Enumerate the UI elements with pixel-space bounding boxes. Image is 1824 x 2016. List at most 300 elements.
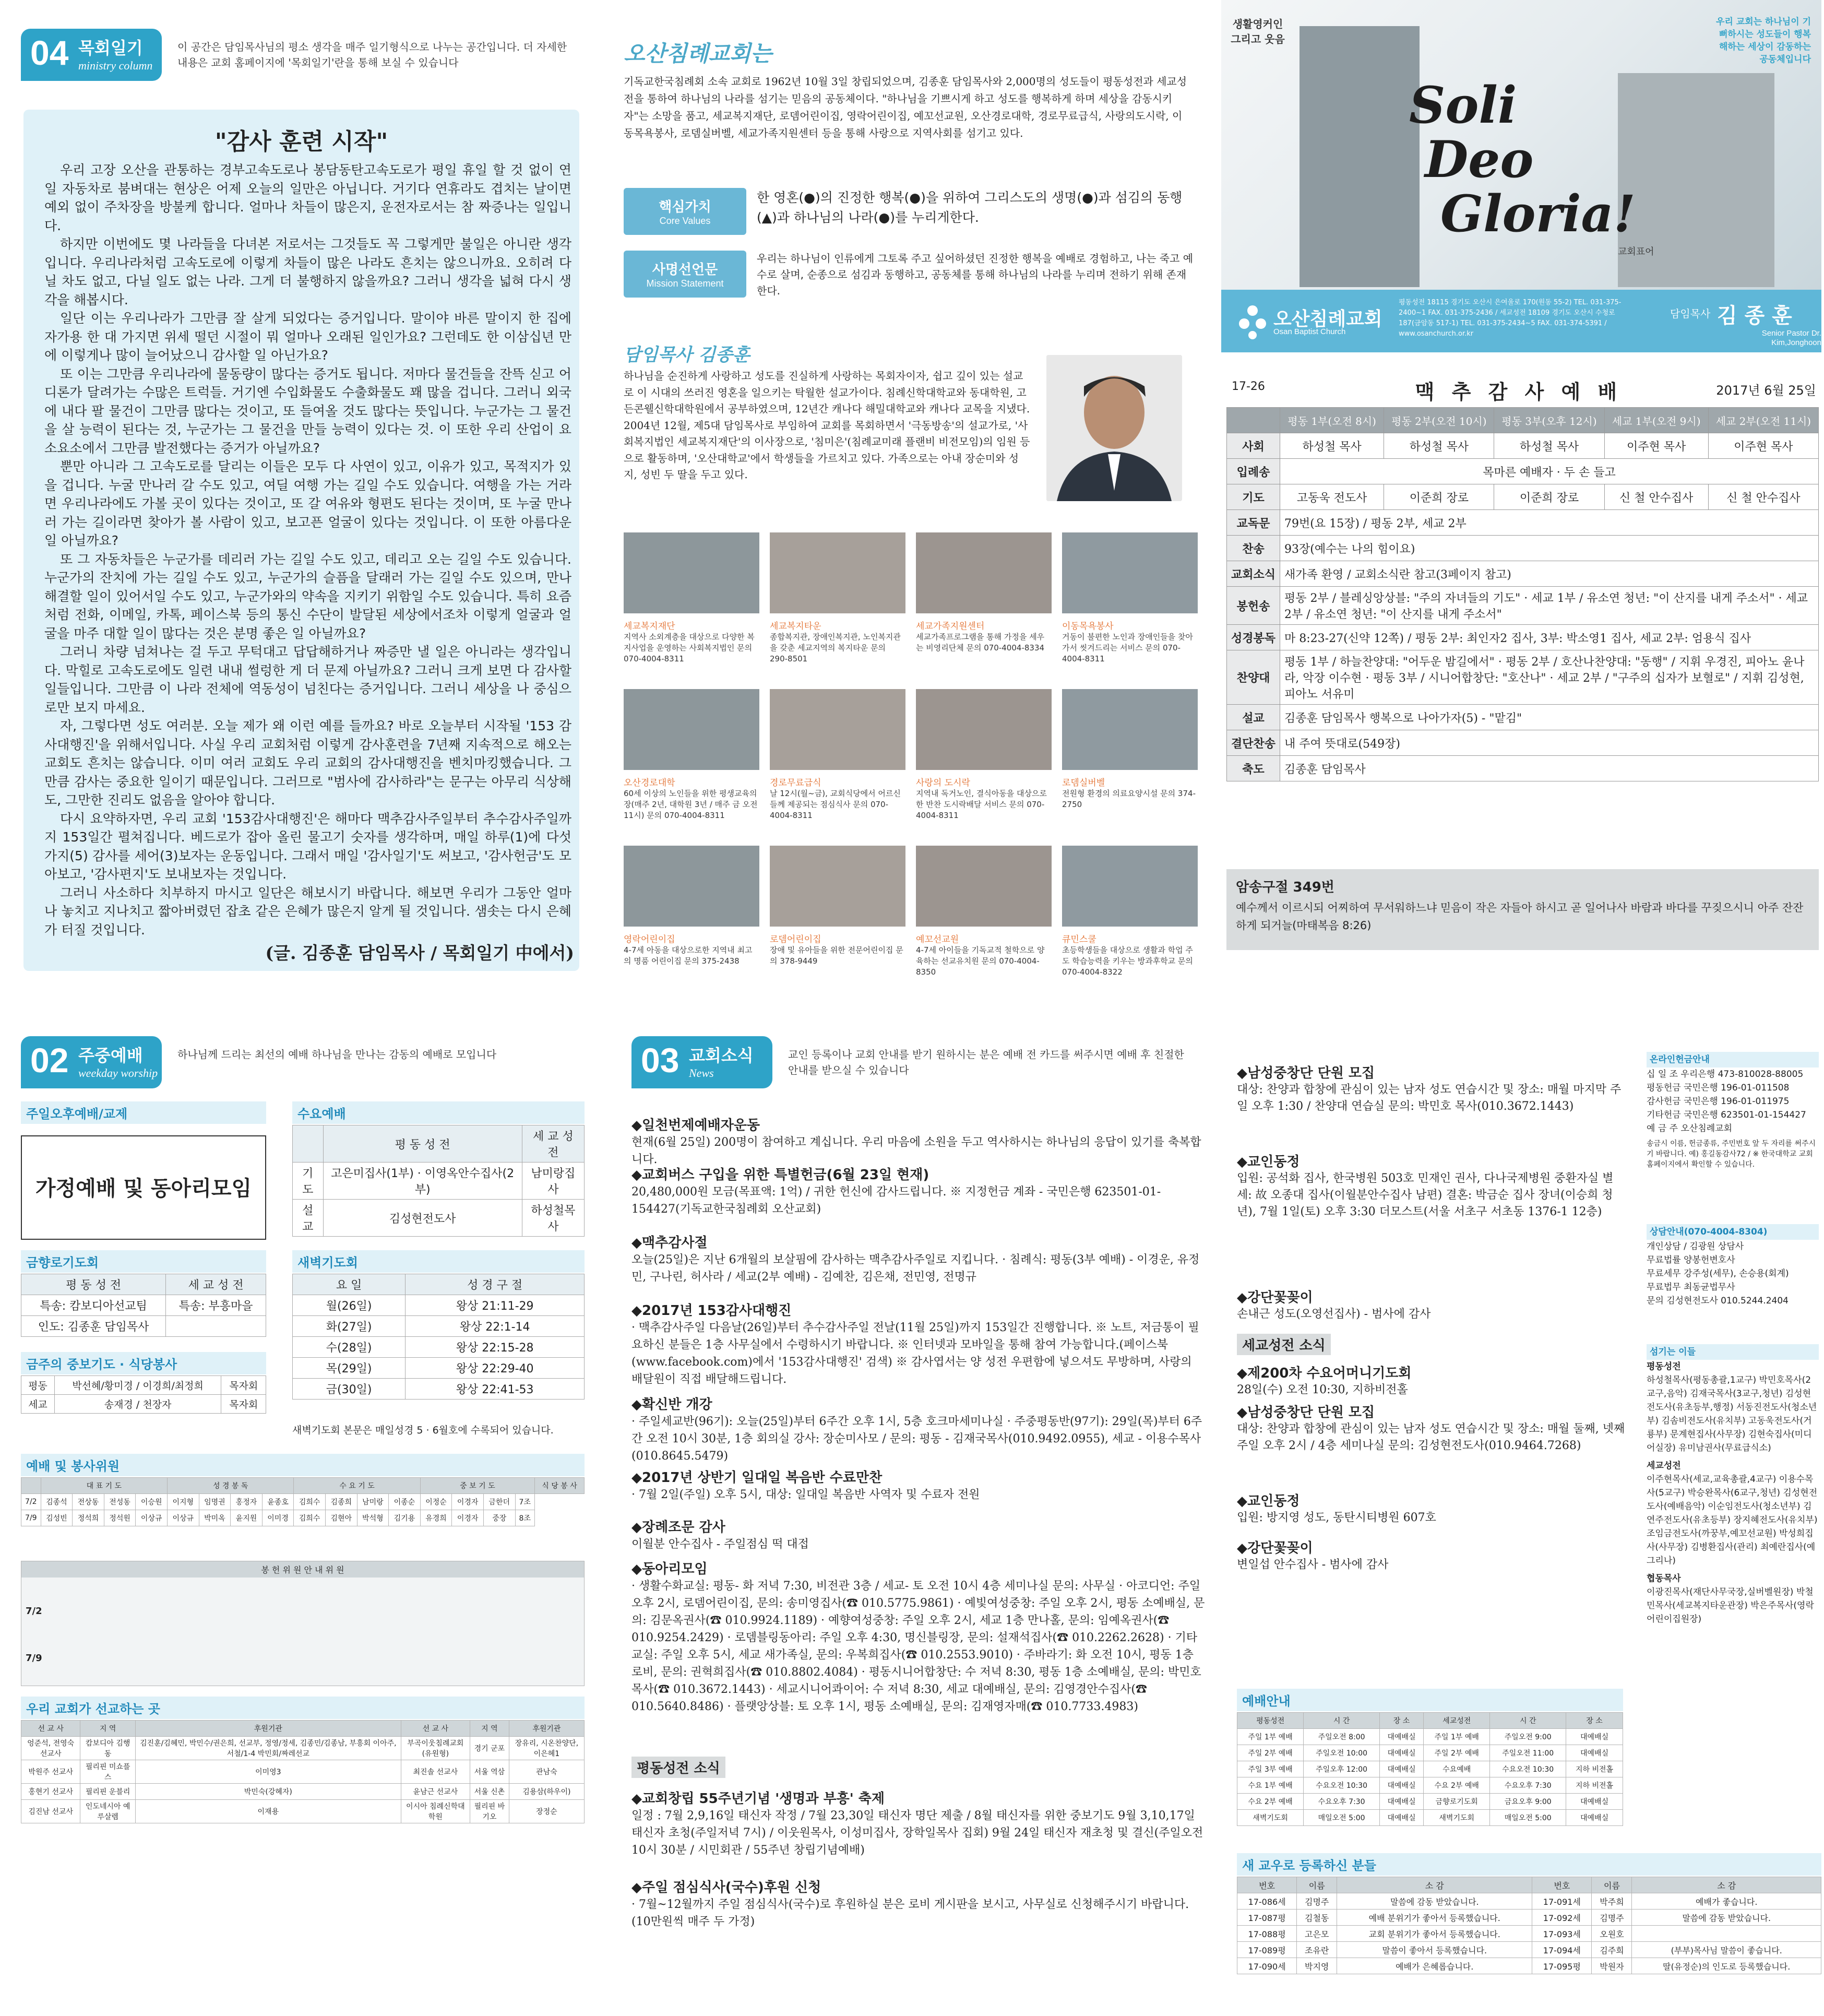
church-motto xyxy=(1409,78,1701,241)
guide-header-cell: 시 간 xyxy=(1490,1713,1566,1729)
servants-cell: 전상동 xyxy=(73,1494,104,1510)
online-offering-line: 십 일 조 우리은행 473-810028-88005 xyxy=(1647,1069,1804,1080)
order-cell-span: 내 주여 뜻대로(549장) xyxy=(1280,730,1819,756)
news-item xyxy=(631,1114,1206,1168)
servants-cell: 임명권 xyxy=(199,1494,231,1510)
guide-cell: 수요오전 10:30 xyxy=(1490,1761,1566,1777)
news-item-body: 대상: 찬양과 합창에 관심이 있는 남자 성도 연습시간 및 장소: 매월 마지막 주일 오후 1:30 / 찬양대 연습실 문의: 박민호 목사(010.3672.1443) xyxy=(1237,1083,1622,1113)
intercession-table xyxy=(21,1375,266,1414)
newcomer-cell: 오원호 xyxy=(1592,1926,1632,1942)
newcomer-table xyxy=(1237,1877,1821,1974)
order-header-cell: 평동 2부(오전 10시) xyxy=(1384,408,1494,433)
news-item xyxy=(631,1164,1206,1218)
online-offering-line: 기타헌금 국민은행 623501-01-154427 xyxy=(1647,1110,1806,1120)
section-title: 교회소식 xyxy=(689,1046,754,1065)
dawn-cell: 화(27일) xyxy=(293,1316,406,1337)
news-item-body: · 7월 2일(주일) 오후 5시, 대상: 일대일 복음반 사역자 및 수료자 전원 xyxy=(631,1488,980,1501)
news-item-body: 20,480,000원 모금(목표액: 1억) / 귀한 헌신에 감사드립니다. ※ 지정헌금 계좌 - 국민은행 623501-01-154427(기독교한국침례회 오산교회) xyxy=(631,1185,1161,1216)
news-subsection xyxy=(631,1757,1206,1778)
news-item-body: · 주일세교반(96기): 오늘(25일)부터 6주간 오후 1시, 5층 호크마세미나실 · 주중평동반(97기): 29일(목)부터 6주간 오전 10시 30분, 1층 회의실 강사: 장순미사모 / 문의: 평동 - 김재국목사(010.9492.0955), 세교 - 이용수목사(010.8645.5479) xyxy=(631,1415,1202,1463)
news-item xyxy=(1237,1362,1628,1398)
order-cell: 이준희 장로 xyxy=(1494,484,1604,510)
news-item-title: ◆확신반 개강 xyxy=(631,1397,712,1413)
order-row xyxy=(1227,730,1819,756)
news-item-body: 손내근 성도(오영선집사) - 범사에 감사 xyxy=(1237,1308,1431,1321)
news-item-body: 이월분 안수집사 - 주일점심 떡 대접 xyxy=(631,1538,809,1551)
ministry-card xyxy=(916,846,1052,976)
order-row xyxy=(1227,433,1819,459)
intercession-cell: 목자회 xyxy=(221,1376,266,1395)
mission-cell: 엉준석, 전영숙 선교사 xyxy=(21,1737,80,1760)
news-item xyxy=(631,1300,1206,1388)
servants-cell: 이지형 xyxy=(167,1494,199,1510)
online-offering-title: 온라인헌금안내 xyxy=(1647,1052,1819,1068)
guide-row xyxy=(1237,1729,1623,1745)
intercession-heading: 금주의 중보기도 · 식당봉사 xyxy=(21,1352,266,1374)
column-paragraph: 또 그 자동차들은 누군가를 데리러 가는 길일 수도 있고, 데리고 오는 길일 수도 있습니다. 누군가의 잔치에 가는 길일 수도 있고, 누군가의 슬픔을 달래러 가는 길일 수도 있으며, 만나 해결할 일이 있어서일 수도 있고, 누군가와의 약속을 지키기 위함일 수도 있습니다. 특히 요즘처럼 전화, 이메일, 카톡, 페이스북 등의 통신 수단이 발달된 세상에서조차 이렇게 얼굴과 얼굴을 마주 대할 일이 많다는 것은 분명 좋은 일 아닐까요? xyxy=(44,551,571,641)
guide-cell: 대예배실 xyxy=(1380,1745,1424,1761)
offering-date: 7/2 xyxy=(26,1606,42,1617)
newcomer-cell: 교회 분위기가 좋아서 등록했습니다. xyxy=(1337,1926,1532,1942)
news-item-title: ◆강단꽃꽂이 xyxy=(1237,1540,1313,1556)
guide-cell: 대예배실 xyxy=(1380,1810,1424,1826)
servants-cell: 김종희 xyxy=(325,1494,357,1510)
wed-header-cell: 세 교 성 전 xyxy=(522,1125,584,1163)
counseling-line: 문의 김성현전도사 010.5244.2404 xyxy=(1647,1296,1789,1306)
church-info-strip xyxy=(1221,290,1821,352)
mission-cell: 김용삼(하우이) xyxy=(509,1784,584,1800)
core-values-text: 한 영혼(●)의 진정한 행복(●)을 위하여 그리스도의 생명(●)과 섬김의 동행(▲)과 하나님의 나라(●)를 누리게한다. xyxy=(757,190,1183,225)
offering-date: 7/9 xyxy=(26,1653,42,1664)
servants-cell: 이경자 xyxy=(452,1494,484,1510)
order-cell: 신 철 안수집사 xyxy=(1708,484,1818,510)
newcomer-cell: 조유란 xyxy=(1297,1942,1337,1958)
mission-cell: 캄보디아 김행동 xyxy=(80,1737,136,1760)
ministry-desc: 4-7세 아이들을 기독교적 철학으로 양육하는 선교유치원 문의 070-4004-8350 xyxy=(916,945,1045,976)
friday-header-row xyxy=(21,1274,266,1295)
news-item-body: 28일(수) 오전 10:30, 지하비전홀 xyxy=(1237,1383,1408,1396)
guide-cell: 대예배실 xyxy=(1380,1761,1424,1777)
servants-cell: 중장 xyxy=(483,1510,515,1526)
column-paragraph: 하지만 이번에도 몇 나라들을 다녀본 저로서는 그것들도 꼭 그렇게만 불일은 아니란 생각입니다. 우리나라처럼 고속도로에 이렇게 차들이 많은 나라도 흔치는 않으니까요. 오히려 다닐 차도 없고, 다닐 일도 없는 나라. 그게 더 불행하지 않을까요? 그러니 생각을 넓혀 다시 생각을 해봅시다. xyxy=(44,236,571,307)
column-signature: (글. 김종훈 담임목사 / 목회일기 中에서) xyxy=(265,943,574,963)
church-name-en: Osan Baptist Church xyxy=(1273,327,1346,336)
news-item-title: ◆동아리모임 xyxy=(631,1561,708,1577)
ministry-card xyxy=(1062,532,1198,684)
guide-cell: 대예배실 xyxy=(1380,1777,1424,1794)
servants-cell: 정석원 xyxy=(104,1510,136,1526)
news-item-title: ◆강단꽃꽂이 xyxy=(1237,1290,1313,1306)
guide-header-cell: 시 간 xyxy=(1304,1713,1380,1729)
counseling-line: 무료법무 최동균법무사 xyxy=(1647,1282,1735,1292)
newcomer-cell: 말씀에 감동 받았습니다. xyxy=(1632,1910,1821,1926)
servants-cell: 전성동 xyxy=(104,1494,136,1510)
servants-cell: 정석희 xyxy=(73,1510,104,1526)
servants-cell: 김희수 xyxy=(294,1510,326,1526)
news-item-title: ◆주일 점심식사(국수)후원 신청 xyxy=(631,1880,821,1895)
mission-cell: 필리핀 운블리 xyxy=(80,1784,136,1800)
news-item xyxy=(1237,1151,1628,1220)
dawn-row xyxy=(293,1379,585,1400)
wed-cell: 설교 xyxy=(293,1200,324,1237)
pastor-name: 김 종 훈 xyxy=(1717,303,1792,328)
dawn-prayer-table xyxy=(292,1274,585,1400)
newcomer-cell: 17-090세 xyxy=(1237,1958,1297,1974)
pastor-label: 담임목사 xyxy=(1670,307,1711,320)
column-paragraph: 자, 그렇다면 성도 여러분. 오늘 제가 왜 이런 예를 들까요? 바로 오늘부터 시작될 '153 감사대행진'을 위해서입니다. 사실 우리 교회처럼 이렇게 감사훈련을 7년째 지속적으로 해오는 교회도 흔치는 않습니다. 이미 여러 교회도 우리 교회의 감사대행진을 벤치마킹했습니다. 그만큼 감사는 중요한 일이기 때문입니다. 그러므로 "범사에 감사하라"는 문구는 아무리 식상해도, 그만한 진리도 없음을 알아야 합니다. xyxy=(44,718,571,808)
newcomer-header-cell: 소 감 xyxy=(1632,1877,1821,1893)
newcomer-cell: 17-093세 xyxy=(1532,1926,1592,1942)
mission-row xyxy=(21,1800,585,1823)
church-news-continued-panel xyxy=(1232,1036,1824,2012)
newcomer-cell: 김명주 xyxy=(1297,1893,1337,1910)
newcomer-cell: 김명주 xyxy=(1592,1910,1632,1926)
news-item xyxy=(1237,1537,1628,1573)
mission-cell: 이시아 침례신학대학원 xyxy=(401,1800,470,1823)
friday-cell: 인도: 김종훈 담임목사 xyxy=(21,1316,166,1337)
order-cell-span: 79번(요 15장) / 평동 2부, 세교 2부 xyxy=(1280,510,1819,536)
wed-cell: 기도 xyxy=(293,1163,324,1200)
wed-header-cell: 평 동 성 전 xyxy=(323,1125,522,1163)
ministry-card xyxy=(624,846,759,976)
servants-cell: 박석형 xyxy=(357,1510,389,1526)
news-item-title: ◆맥추감사절 xyxy=(631,1235,708,1251)
servants-cell: 윤종호 xyxy=(262,1494,294,1510)
guide-header-row xyxy=(1237,1713,1623,1729)
section-subtitle: ministry column xyxy=(78,59,153,72)
dawn-row xyxy=(293,1295,585,1316)
dawn-cell: 금(30일) xyxy=(293,1379,406,1400)
news-item-body: · 생활수화교실: 평동- 화 저녁 7:30, 비전관 3층 / 세교- 토 오전 10시 4층 세미나실 문의: 사무실 · 아코디언: 주일 오후 2시, 로뎀어린이집, 문의: 송미영집사(☎ 010.5775.9861) · 예빛여성중창: 주일 오후 2시, 평동 소예배실, 문의: 김문옥권사(☎ 010.9924.1189) · 예향여성중창: 주일 오후 2시, 세교 1층 만나홀, 문의: 임예옥권사(☎ 010.9254.2429) · 로뎀블링동아리: 주일 오후 4:30, 명신블링장, 문의: 설재석집사(☎ 010.2262.2628) · 기타교실: 주일 오후 5시, 세교 새가족실, 문의: 우복희집사(☎ 010.2553.9010) · 주바라기: 화 오전 10시, 평동 1층 로비, 문의: 권혁희집사(☎ 010.8802.4084) · 평동시니어합창단: 수 저녁 8:30, 평동 1층 소예배실, 문의: 박민호목사(☎ 010.3672.1443) · 세교시니어콰이어: 수 저녁 8:30, 세교 대예배실, 문의: 김영경안수집사(☎ 010.5640.8486) · 플랫앙상블: 토 오후 1시, 평동 소예배실, 문의: 김재영자매(☎ 010.7733.4983) xyxy=(631,1580,1205,1713)
ministry-photo xyxy=(1062,689,1198,770)
intercession-cell: 평동 xyxy=(21,1376,55,1395)
servants-cell: 남미랑 xyxy=(357,1494,389,1510)
church-news-panel xyxy=(631,1036,1211,2012)
column-paragraph: 우리 고장 오산을 관통하는 경부고속도로나 봉담동탄고속도로가 평일 휴일 할 것 없이 연일 자동차로 붐벼대는 현상은 어제 오늘의 일만은 아닙니다. 거기다 연휴라도 겹치는 날이면 예외 없이 주차장을 방불케 합니다. 얼마나 차들이 많은지, 운전자로서는 참 짜증나는 일입니다. xyxy=(44,162,571,233)
counseling-title: 상담안내(070-4004-8304) xyxy=(1647,1224,1819,1240)
worship-title: 맥 추 감 사 예 배 xyxy=(1415,380,1623,404)
mission-cell: 장유리, 시온찬양단, 이은혜1 xyxy=(509,1737,584,1760)
ministry-photo xyxy=(624,689,759,770)
intercession-row xyxy=(21,1395,266,1414)
news-item-title: ◆교회창립 55주년기념 '생명과 부흥' 축제 xyxy=(631,1791,885,1807)
order-row xyxy=(1227,536,1819,561)
news-item-body: 입원: 공석화 집사, 한국병원 503호 민재인 권사, 다나국제병원 중환자실 별세: 故 오종대 집사(이월분안수집사 남편) 결혼: 박금순 집사 장녀(이승희 청년), 7월 1일(토) 오후 3:30 더모스트(서울 서초구 서초동 1376-1 12층) xyxy=(1237,1172,1614,1218)
ministry-photo xyxy=(916,532,1052,613)
section-number: 04 xyxy=(30,33,69,72)
ministry-photo xyxy=(770,846,905,927)
news-item xyxy=(1237,1402,1628,1454)
column-body xyxy=(44,161,571,939)
section-subtitle: News xyxy=(689,1066,714,1080)
mission-header-cell: 선 교 사 xyxy=(21,1721,80,1737)
cover-panel xyxy=(1221,0,1824,976)
newcomer-cell: 고은모 xyxy=(1297,1926,1337,1942)
news-item-title: ◆교회버스 구입을 위한 특별헌금(6월 23일 현재) xyxy=(631,1167,929,1183)
memory-verse-title: 암송구절 349번 xyxy=(1236,880,1334,895)
ministry-card xyxy=(770,846,905,976)
mission-field-table xyxy=(21,1720,585,1823)
column-paragraph: 일단 이는 우리나라가 그만큼 잘 살게 되었다는 증거입니다. 말이야 바른 말이지 한 집에 자가용 한 대 가지면 위세 떨던 시절이 뭐 얼마나 오래된 일인가요? 그런데도 한 이삼십년 만에 이렇게나 많이 늘어났으니 감사할 일 아닌가요? xyxy=(44,311,571,363)
ministry-card xyxy=(916,689,1052,840)
order-cell-span: 김종훈 담임목사 xyxy=(1280,756,1819,781)
mission-cell: 김진남 선교사 xyxy=(21,1800,80,1823)
core-values-badge xyxy=(624,188,746,235)
counseling-line: 개인상담 / 김광원 상담사 xyxy=(1647,1241,1744,1252)
guide-cell: 매일오전 5:00 xyxy=(1490,1810,1566,1826)
news-subsection-title: 세교성전 소식 xyxy=(1237,1334,1331,1355)
servants-cell: 이상규 xyxy=(167,1510,199,1526)
news-item xyxy=(1237,1287,1628,1323)
wed-cell: 남미랑집사 xyxy=(522,1163,584,1200)
servants-cell: 금한더 xyxy=(483,1494,515,1510)
news-item-body: · 맥추감사주일 다음날(26일)부터 추수감사주일 전날(11월 25일)까지 153일간 진행합니다. ※ 노트, 저금통이 필요하신 분들은 1층 사무실에서 수령하시기 바랍니다. ※ 인터넷과 모바일을 통해 참여 가능합니다.(페이스북(www.facebook.com)에서 '153감사대행진' 검색) ※ 감사엽서는 양 성전 우편함에 넣으셔도 무방하며, 사랑의 배달원이 직접 배달해드립니다. xyxy=(631,1321,1199,1386)
friday-header-cell: 세 교 성 전 xyxy=(166,1274,266,1295)
guide-cell: 지하 비전홀 xyxy=(1566,1777,1623,1794)
order-row xyxy=(1227,484,1819,510)
order-row-label: 사회 xyxy=(1227,433,1280,459)
ministry-name: 오산경로대학 xyxy=(624,778,675,788)
servants-cell: 윤지원 xyxy=(231,1510,263,1526)
order-header-cell: 평동 1부(오전 8시) xyxy=(1280,408,1384,433)
guide-row xyxy=(1237,1794,1623,1810)
wednesday-table xyxy=(292,1125,585,1237)
servants-cell: 8조 xyxy=(515,1510,534,1526)
order-row-label: 입례송 xyxy=(1227,459,1280,484)
staff-list-title: 섬기는 이들 xyxy=(1647,1344,1819,1360)
ministry-name: 예꼬선교원 xyxy=(916,934,959,945)
order-row-label: 교독문 xyxy=(1227,510,1280,536)
section-title: 목회일기 xyxy=(78,39,143,57)
motto-line: Soli xyxy=(1409,76,1517,135)
core-values-label-en: Core Values xyxy=(659,216,711,226)
column-paragraph: 또 이는 그만큼 우리나라에 물동량이 많다는 증거도 됩니다. 저마다 물건들을 잔뜩 싣고 어디론가 달려가는 수많은 트럭들. 거기엔 수입화물도 수출화물도 꽤 많을 겁니다. 그러니 외국에 내다 팔 물건이 그만큼 많다는 것이고, 또 들여올 것도 많다는 뜻입니다. 누군가는 그 물건을 살 능력이 된다는 것, 누군가는 그 물건을 만들 능력이 있다는 것. 이 또한 우리 산업이 요소요소에서 그만큼 발전했다는 증거가 아닐까요? xyxy=(44,366,571,456)
column-paragraph: 다시 요약하자면, 우리 교회 '153감사대행진'은 해마다 맥추감사주일부터 추수감사주일까지 153일간 펼쳐집니다. 베드로가 잡아 올린 물고기 숫자를 생각하며, 매일 하루(1)에 다섯 가지(5) 감사를 세어(3)보자는 운동입니다. 그래서 매일 '감사일기'도 써보고, '감사헌금'도 모아보고, '감사편지'도 보내보자는 것입니다. xyxy=(44,811,571,882)
mission-cell: 장정순 xyxy=(509,1800,584,1823)
friday-cell xyxy=(166,1316,266,1337)
mission-cell: 필리핀 미쇼플스 xyxy=(80,1760,136,1784)
servants-cell: 이승원 xyxy=(136,1494,168,1510)
friday-table xyxy=(21,1274,266,1337)
mission-row xyxy=(21,1737,585,1760)
order-row xyxy=(1227,510,1819,536)
church-intro-text: 기독교한국침례회 소속 교회로 1962년 10월 3일 창립되었으며, 김종훈 담임목사와 2,000명의 성도들이 평동성전과 세교성전을 통하여 하나님의 나라를 섬기는 믿음의 공동체이다. "하나님을 기쁘시게 하고 성도를 행복하게 하며 세상을 감동시키자"는 소망을 품고, 세교복지재단, 로뎀어린이집, 영락어린이집, 예꼬선교원, 오산경로대학, 경로무료급식, 사랑의도시락, 이동목욕봉사, 로뎀실버벨, 세교가족지원센터 등을 통해 사랑으로 지역사회를 섬기고 있다. xyxy=(624,75,1187,139)
ministry-photo xyxy=(916,846,1052,927)
order-header-cell: 세교 1부(오전 9시) xyxy=(1604,408,1708,433)
online-offering-line: 예 금 주 오산침례교회 xyxy=(1647,1123,1733,1134)
online-offering-line: 평동헌금 국민은행 196-01-011508 xyxy=(1647,1083,1790,1093)
intercession-cell: 목자회 xyxy=(221,1395,266,1414)
guide-cell: 주일오전 11:00 xyxy=(1490,1745,1566,1761)
order-row-label: 기도 xyxy=(1227,484,1280,510)
guide-row xyxy=(1237,1761,1623,1777)
servants-cell: 유경희 xyxy=(420,1510,452,1526)
section-header xyxy=(21,1036,574,1088)
newcomer-cell: 박원자 xyxy=(1592,1958,1632,1974)
servants-group-header: 중 보 기 도 xyxy=(420,1478,534,1494)
mission-cell: 박원주 선교사 xyxy=(21,1760,80,1784)
order-row-label: 축도 xyxy=(1227,756,1280,781)
news-item-title: ◆일천번제예배자운동 xyxy=(631,1118,760,1133)
worship-guide-heading: 예배안내 xyxy=(1237,1689,1623,1711)
order-cell-span: 목마른 예배자 · 두 손 들고 xyxy=(1280,459,1819,484)
guide-header-cell: 세교성전 xyxy=(1424,1713,1490,1729)
newcomer-cell: 17-091세 xyxy=(1532,1893,1592,1910)
ministry-photo xyxy=(770,532,905,613)
ministry-card xyxy=(624,689,759,840)
friday-row xyxy=(21,1316,266,1337)
servants-row xyxy=(21,1494,585,1510)
pastor-profile-text: 하나님을 순진하게 사랑하고 성도를 진실하게 사랑하는 목회자이자, 쉽고 깊이 있는 설교로 이 시대의 쓰러진 영혼을 일으키는 탁월한 설교가이다. 침례신학대학교와 동대학원, 고든콘웰신학대학원에서 공부하였으며, 12년간 캐나다 해밀대학교와 캐나다 교목을 지냈다. 2004년 12월, 제5대 담임목사로 부임하여 교회를 목회하면서 '극동방송'의 설교가로, '사회복지법인 세교복지재단'의 이사장으로, '침미은'(침례교미래 플랜비 비전모임)의 임원 등으로 활동하며, '오산대학교'에서 학생들을 가르치고 있다. 가족으로는 아내 장순미와 성지, 성빈 두 딸을 두고 있다. xyxy=(624,370,1030,481)
staff-group-title: 평동성전 xyxy=(1647,1361,1681,1372)
news-item-title: ◆2017년 153감사대행진 xyxy=(631,1303,792,1319)
newcomer-row xyxy=(1237,1958,1821,1974)
guide-cell: 주일 1부 예배 xyxy=(1237,1729,1304,1745)
intercession-cell: 박선혜/황미경 / 이경희/최정희 xyxy=(54,1376,221,1395)
newcomer-row xyxy=(1237,1926,1821,1942)
ministry-name: 경로무료급식 xyxy=(770,778,821,788)
guide-cell: 대예배실 xyxy=(1380,1794,1424,1810)
servants-row xyxy=(21,1510,585,1526)
ministry-desc: 지역사 소외계층을 대상으로 다양한 복지사업을 운영하는 사회복지법인 문의 070-4004-8311 xyxy=(624,632,755,663)
newcomer-cell: 17-087평 xyxy=(1237,1910,1297,1926)
mission-header-cell: 후원기관 xyxy=(509,1721,584,1737)
guide-cell: 주일 2부 예배 xyxy=(1237,1745,1304,1761)
order-header-corner xyxy=(1227,408,1280,433)
staff-group-title: 세교성전 xyxy=(1647,1461,1681,1471)
guide-cell: 대예배실 xyxy=(1566,1745,1623,1761)
wed-header-corner xyxy=(293,1125,324,1163)
servants-cell: 김기용 xyxy=(389,1510,421,1526)
newcomer-header-row xyxy=(1237,1877,1821,1893)
worship-date: 2017년 6월 25일 xyxy=(1716,383,1816,398)
news-item xyxy=(1237,1490,1628,1526)
servants-cell: 이종순 xyxy=(389,1494,421,1510)
wed-cell: 하성철목사 xyxy=(522,1200,584,1237)
newcomer-cell: 예배 분위기가 좋아서 등록했습니다. xyxy=(1337,1910,1532,1926)
news-item-title: ◆장례조문 감사 xyxy=(631,1520,725,1535)
mission-cell: 박민숙(강혜자) xyxy=(135,1784,401,1800)
ministry-desc: 세교가족프로그램을 통해 가정을 세우는 비영리단체 문의 070-4004-8334 xyxy=(916,632,1045,653)
mission-cell: 인도네시아 예루살렘 xyxy=(80,1800,136,1823)
mission-text: 우리는 하나님이 인류에게 그토록 주고 싶어하셨던 진정한 행복을 예배로 경험하고, 나는 죽고 예수로 살며, 순종으로 섬김과 동행하고, 공동체를 통해 하나님의 나라를 누리며 전하기 위해 존재한다. xyxy=(757,252,1194,297)
dawn-cell: 왕상 22:1-14 xyxy=(406,1316,585,1337)
servants-cell: 이미경 xyxy=(262,1510,294,1526)
guide-cell: 대예배실 xyxy=(1566,1729,1623,1745)
guide-row xyxy=(1237,1745,1623,1761)
church-address: 평동성전 18115 경기도 오산시 은여울로 170(원동 55-2) TEL. 031-375-2400~1 FAX. 031-375-2436 / 세교성전 18109 경기도 오산시 수청로 187(금암동 517-1) TEL. 031-375-2434~5 FAX. 031-374-5391 / www.osanchurch.or.kr xyxy=(1399,299,1622,338)
bulletin-number: 17-26 xyxy=(1232,380,1265,393)
pastor-name-en: Senior Pastor Dr. Kim,Jonghoon xyxy=(1761,329,1821,347)
order-row xyxy=(1227,756,1819,781)
counseling-line: 무료법률 양봉헌변호사 xyxy=(1647,1255,1735,1265)
guide-cell: 주일오후 12:00 xyxy=(1304,1761,1380,1777)
newcomer-header-cell: 소 감 xyxy=(1337,1877,1532,1893)
ministry-desc: 종합복지관, 장애인복지관, 노인복지관을 갖춘 세교지역의 복지타운 문의 290-8501 xyxy=(770,632,901,663)
section-subtitle: weekday worship xyxy=(78,1066,158,1080)
mission-cell: 홍현기 선교사 xyxy=(21,1784,80,1800)
guide-cell: 주일 1부 예배 xyxy=(1424,1729,1490,1745)
dawn-cell: 수(28일) xyxy=(293,1337,406,1358)
servants-cell: 7/2 xyxy=(21,1494,41,1510)
magazine-title: 생활영커인 그리고 웃음 xyxy=(1231,18,1285,45)
news-item xyxy=(631,1467,1206,1503)
newcomer-header-cell: 이름 xyxy=(1592,1877,1632,1893)
dawn-cell: 왕상 22:15-28 xyxy=(406,1337,585,1358)
mission-cell: 경기 군포 xyxy=(470,1737,509,1760)
online-offering-box xyxy=(1647,1052,1819,1170)
order-cell: 이준희 장로 xyxy=(1384,484,1494,510)
order-row xyxy=(1227,705,1819,730)
ministry-desc: 4-7세 아동을 대상으로한 지역내 최고의 명품 어린이집 문의 375-2438 xyxy=(624,945,753,966)
ministry-photo xyxy=(1062,532,1198,613)
newcomer-heading: 새 교우로 등록하신 분들 xyxy=(1237,1853,1821,1876)
wed-row xyxy=(293,1200,585,1237)
counseling-box xyxy=(1647,1224,1819,1308)
memory-verse-text: 예수께서 이르시되 어찌하여 무서워하느냐 믿음이 작은 자들아 하시고 곧 일어나사 바람과 바다를 꾸짖으시니 아주 잔잔하게 되거늘(마태복음 8:26) xyxy=(1236,902,1804,932)
order-row-label: 성경봉독 xyxy=(1227,625,1280,650)
newcomer-cell: 예배가 은혜롭습니다. xyxy=(1337,1958,1532,1974)
newcomer-cell: 17-088평 xyxy=(1237,1926,1297,1942)
ministry-name: 세교가족지원센터 xyxy=(916,621,985,632)
news-subsection xyxy=(1237,1334,1628,1355)
servants-cell: 7조 xyxy=(515,1494,534,1510)
news-item xyxy=(1237,1062,1628,1115)
order-cell: 이주현 목사 xyxy=(1604,433,1708,459)
news-item-body: 변일섭 안수집사 - 범사에 감사 xyxy=(1237,1558,1389,1571)
newcomer-cell xyxy=(1632,1926,1821,1942)
mission-cell: 김진훈/김혜민, 박민수/권은희, 선교부, 정영/정세, 김종민/김종남, 부흥회 이아주, 서철/1-4 박민회/짜레선교 xyxy=(135,1737,401,1760)
pastor-profile-title: 담임목사 김종훈 xyxy=(624,345,750,365)
order-row xyxy=(1227,561,1819,587)
mission-label-en: Mission Statement xyxy=(646,278,724,289)
news-item-body: · 7월~12월까지 주일 점심식사(국수)로 후원하실 분은 로비 게시판을 보시고, 사무실로 신청해주시기 바랍니다.(10만원씩 매주 두 가정) xyxy=(631,1898,1189,1928)
mission-header-cell: 선 교 사 xyxy=(401,1721,470,1737)
newcomer-cell: 박지영 xyxy=(1297,1958,1337,1974)
staff-group-list: 이주현목사(세교,교육총괄,4교구) 이용수목사(5교구) 박승완목사(6교구,청년) 김성현전도사(예배음악) 이순임전도사(청소년부) 김연주전도사(유초등부) 장지혜전도사(유치부) 조임금전도사(까꿍부,예꼬선교원) 박성희집사(사무장) 김병환집사(관리) 최예란집사(예그리나) xyxy=(1647,1474,1818,1566)
ministry-name: 사랑의 도시락 xyxy=(916,778,970,788)
mission-cell: 윤남근 선교사 xyxy=(401,1784,470,1800)
ministry-name: 세교복지타운 xyxy=(770,621,821,632)
servants-heading: 예배 및 봉사위원 xyxy=(21,1454,585,1476)
newcomer-cell: 예배가 좋습니다. xyxy=(1632,1893,1821,1910)
mission-label: 사명선언문 xyxy=(652,262,718,278)
counseling-lines xyxy=(1647,1240,1819,1308)
news-item xyxy=(631,1394,1206,1465)
newcomer-cell: 17-092세 xyxy=(1532,1910,1592,1926)
newcomer-cell: 17-094세 xyxy=(1532,1942,1592,1958)
dawn-cell: 왕상 22:41-53 xyxy=(406,1379,585,1400)
ministry-name: 영락어린이집 xyxy=(624,934,675,945)
newcomer-header-cell: 이름 xyxy=(1297,1877,1337,1893)
order-header-cell: 세교 2부(오전 11시) xyxy=(1708,408,1818,433)
friday-cell: 특송: 캄보디아선교팀 xyxy=(21,1295,166,1316)
dawn-cell: 왕상 22:29-40 xyxy=(406,1358,585,1379)
section-description: 교인 등록이나 교회 안내를 받기 원하시는 분은 예배 전 카드를 써주시면 예배 후 친절한 안내를 받으실 수 있습니다 xyxy=(788,1048,1184,1076)
memory-verse-box xyxy=(1226,869,1819,950)
wed-row xyxy=(293,1163,585,1200)
dawn-header-row xyxy=(293,1274,585,1295)
order-cell: 고동욱 전도사 xyxy=(1280,484,1384,510)
news-item-body: 현재(6월 25일) 200명이 참여하고 계십니다. 우리 마음에 소원을 두고 역사하시는 하나님의 응답이 있기를 축복합니다. xyxy=(631,1136,1201,1166)
order-row-label: 찬송 xyxy=(1227,536,1280,561)
mission-cell: 필리핀 바기오 xyxy=(470,1800,509,1823)
news-item xyxy=(631,1788,1206,1859)
news-item xyxy=(631,1877,1206,1930)
newcomer-row xyxy=(1237,1893,1821,1910)
dawn-row xyxy=(293,1337,585,1358)
order-header-cell: 평동 3부(오후 12시) xyxy=(1494,408,1604,433)
